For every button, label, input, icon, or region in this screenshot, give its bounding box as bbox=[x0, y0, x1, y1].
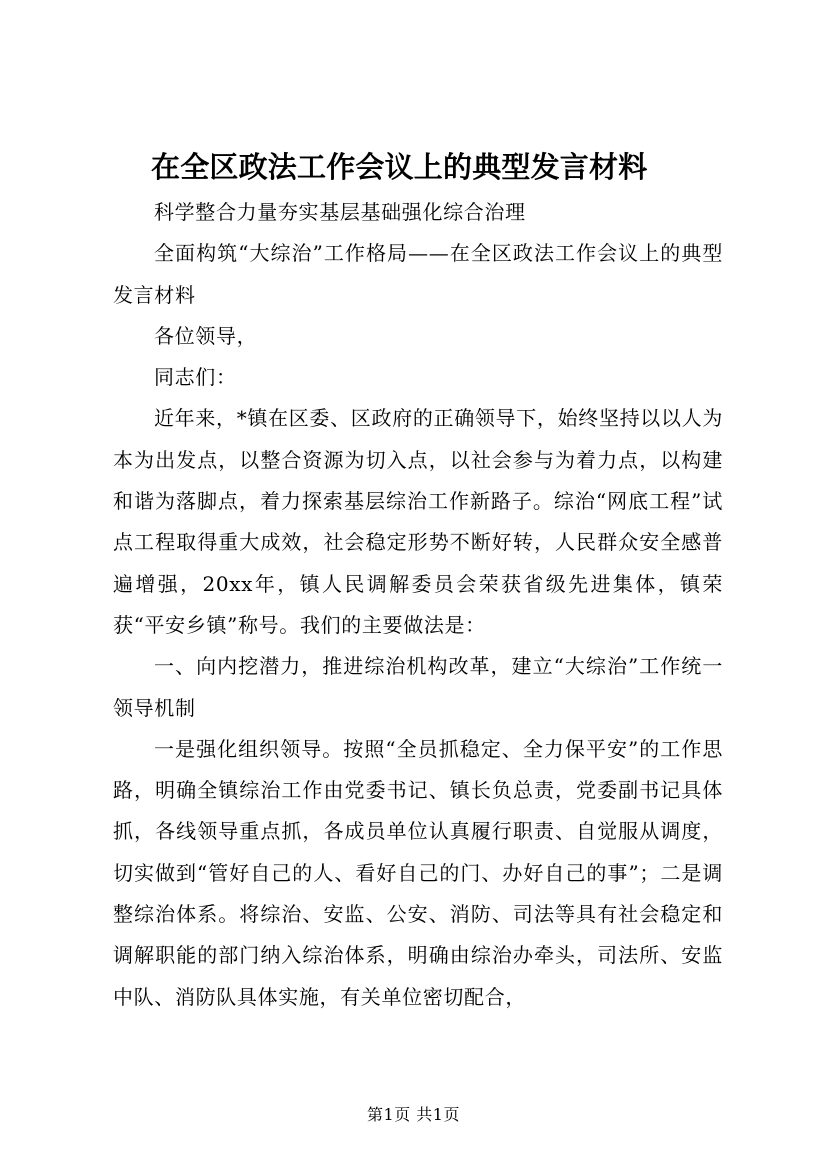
page-footer: 第1页 共1页 bbox=[367, 1105, 460, 1124]
paragraph-heading-line: 全面构筑“大综治”工作格局——在全区政法工作会议上的典型发言材料 bbox=[113, 241, 723, 307]
paragraph-body-text: 一是强化组织领导。按照“全员抓稳定、全力保平安”的工作思路，明确全镇综治工作由党委书记、镇长负总责，党委副书记具体抓，各线领导重点抓，各成员单位认真履行职责、自觉服从调度，切实做到“管好自己的人、看好自己的门、办好自己的事”；二是调整综治体系。将综治、安监、公安、消防、司法等具有社会稳定和调解职能的部门纳入综治体系，明确由综治办牵头，司法所、安监中队、消防队具体实施，有关单位密切配合， bbox=[113, 736, 723, 1009]
paragraph-section-heading: 一、向内挖潜力，推进综治机构改革，建立“大综治”工作统一领导机制 bbox=[113, 654, 723, 720]
paragraph-salutation-comrades: 同志们： bbox=[154, 365, 237, 390]
paragraph-subtitle: 科学整合力量夯实基层基础强化综合治理 bbox=[154, 200, 526, 224]
document-body bbox=[113, 142, 723, 1018]
document-title: 在全区政法工作会议上的典型发言材料 bbox=[151, 150, 648, 184]
paragraph-introduction: 近年来，*镇在区委、区政府的正确领导下，始终坚持以以人为本为出发点，以整合资源为切入点，以社会参与为着力点，以构建和谐为落脚点，着力探索基层综治工作新路子。综治“网底工程”试点工程取得重大成效，社会稳定形势不断好转，人民群众安全感普遍增强，20xx年，镇人民调解委员会荣获省级先进集体，镇荣获“平安乡镇”称号。我们的主要做法是： bbox=[113, 406, 723, 637]
paragraph-salutation-leaders: 各位领导， bbox=[154, 323, 258, 348]
